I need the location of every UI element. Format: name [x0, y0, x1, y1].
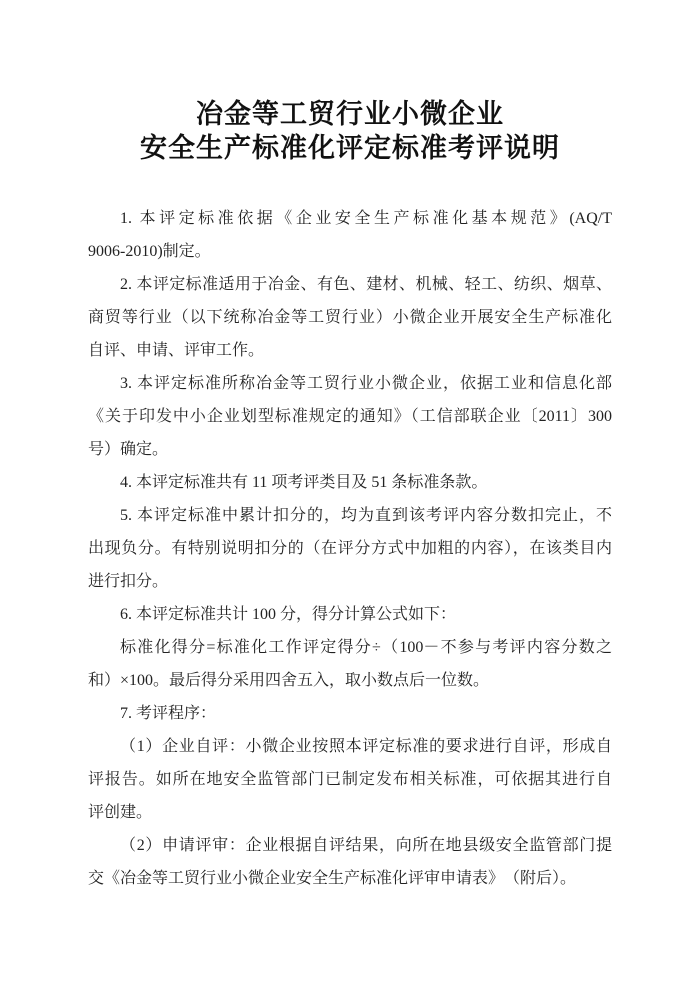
- document-title-line-1: 冶金等工贸行业小微企业: [196, 99, 504, 129]
- text-line: 自评、申请、评审工作。: [88, 342, 265, 359]
- text-line: 出现负分。有特别说明扣分的（在评分方式中加粗的内容），在该类目内: [88, 540, 612, 557]
- text-line: （1）企业自评：小微企业按照本评定标准的要求进行自评，形成自: [120, 738, 612, 755]
- text-line: 6. 本评定标准共计 100 分，得分计算公式如下：: [120, 606, 457, 623]
- text-line: 9006-2010)制定。: [88, 243, 211, 260]
- text-line: 商贸等行业（以下统称冶金等工贸行业）小微企业开展安全生产标准化: [88, 309, 612, 326]
- text-line: 5. 本评定标准中累计扣分的，均为直到该考评内容分数扣完止，不: [120, 507, 612, 524]
- text-line: 交《冶金等工贸行业小微企业安全生产标准化评审申请表》 （附后）。: [88, 870, 577, 887]
- text-line: 标准化得分=标准化工作评定得分÷（100－不参与考评内容分数之: [120, 639, 612, 656]
- document-title: [0, 0, 700, 165]
- text-line: 4. 本评定标准共有 11 项考评类目及 51 条标准条款。: [120, 474, 488, 491]
- text-line: 号）确定。: [88, 441, 169, 458]
- text-line: 1. 本评定标准依据《企业安全生产标准化基本规范》(AQ/T: [120, 210, 612, 227]
- text-line: 7. 考评程序：: [120, 705, 217, 722]
- text-line: 和）×100。最后得分采用四舍五入，取小数点后一位数。: [88, 672, 490, 689]
- text-line: （2）申请评审：企业根据自评结果，向所在地县级安全监管部门提: [120, 837, 612, 854]
- text-line: 评创建。: [88, 804, 153, 821]
- text-line: 《关于印发中小企业划型标准规定的通知》（工信部联企业〔2011〕300: [88, 408, 612, 425]
- document-body: [88, 202, 612, 895]
- document-title-line-2: 安全生产标准化评定标准考评说明: [140, 133, 560, 163]
- text-line: 进行扣分。: [88, 573, 169, 590]
- text-line: 评报告。如所在地安全监管部门已制定发布相关标准，可依据其进行自: [88, 771, 612, 788]
- text-line: 2. 本评定标准适用于冶金、有色、建材、机械、轻工、纺织、烟草、: [120, 276, 612, 293]
- text-line: 3. 本评定标准所称冶金等工贸行业小微企业，依据工业和信息化部: [120, 375, 612, 392]
